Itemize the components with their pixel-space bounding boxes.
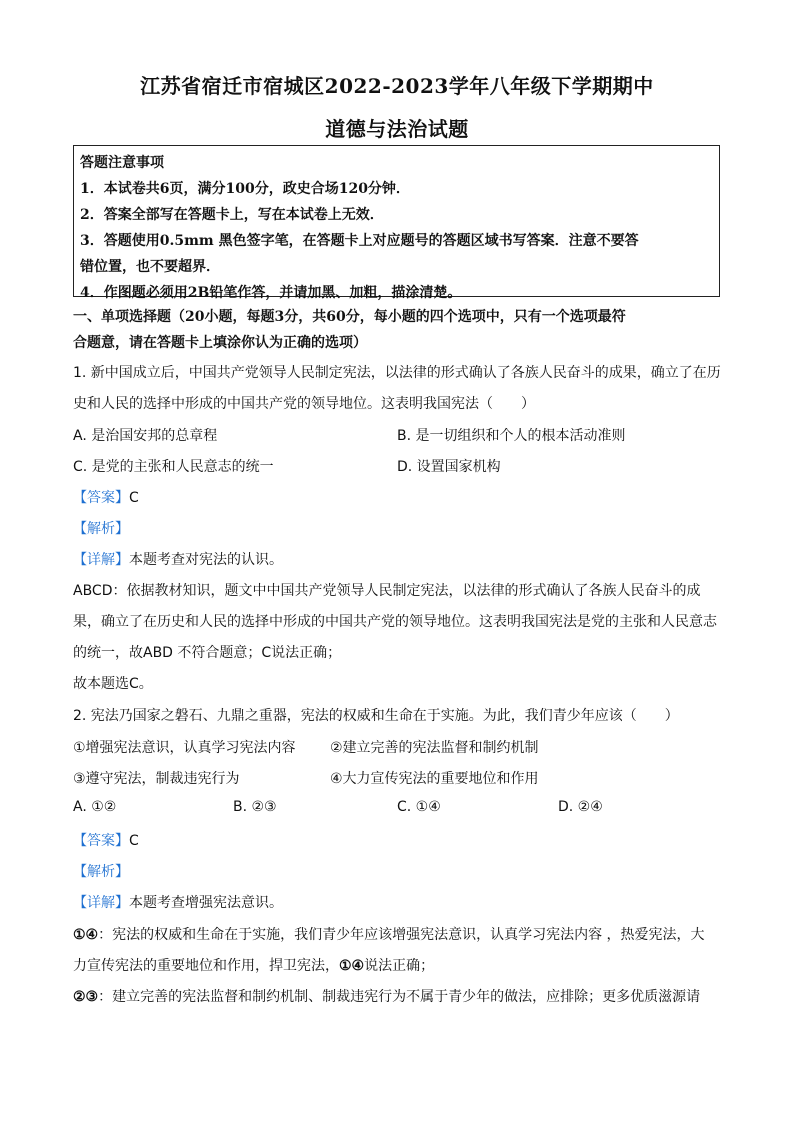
explanation-text: ：建立完善的宪法监督和制约机制、制裁违宪行为不属于青少年的做法，应排除；更多优质滋源请 [98, 989, 701, 1005]
q1-explanation: 的统一，故ABD 不符合题意；C说法正确； [73, 645, 342, 661]
q1-stem: 1. 新中国成立后，中国共产党领导人民制定宪法，以法律的形式确认了各族人民奋斗的成果，确立了在历 [73, 365, 721, 381]
q2-option-d: D. ②④ [558, 799, 603, 815]
section-heading-cont: 合题意，请在答题卡上填涂你认为正确的选项） [73, 335, 367, 351]
document-title: 江苏省宿迁市宿城区2022-2023学年八年级下学期期中 [140, 74, 654, 98]
q1-option-a: A. 是治国安邦的总章程 [73, 428, 218, 444]
q2-analysis-label: 【解析】 [73, 864, 129, 880]
notice-item: 2．答案全部写在答题卡上，写在本试卷上无效． [80, 207, 384, 223]
detail-text: 本题考查增强宪法意识。 [129, 895, 283, 911]
q2-statement-4: ④大力宣传宪法的重要地位和作用 [330, 771, 539, 787]
q2-explanation [73, 955, 434, 975]
section-heading: 一、单项选择题（20小题，每题3分，共60分，每小题的四个选项中，只有一个选项最符 [73, 309, 626, 325]
option-tag: ②③ [73, 989, 99, 1005]
q2-option-c: C. ①④ [397, 799, 441, 815]
answer-value: C [129, 490, 139, 506]
notice-item: 1．本试卷共6页，满分100分，政史合场120分钟． [80, 181, 410, 197]
answer-label: 【答案】 [73, 833, 129, 849]
q1-explanation: ABCD：依据教材知识，题文中中国共产党领导人民制定宪法，以法律的形式确认了各族人民奋斗的成 [73, 583, 701, 599]
notice-item: 4．作图题必须用2B铅笔作答，并请加黑、加粗，描涂清楚。 [80, 285, 462, 301]
q2-option-a: A. ①② [73, 799, 117, 815]
q2-statement-3: ③遵守宪法，制裁违宪行为 [73, 771, 240, 787]
explanation-text: 力宣传宪法的重要地位和作用，捍卫宪法， [73, 958, 339, 974]
q1-explanation: 果，确立了在历史和人民的选择中形成的中国共产党的领导地位。这表明我国宪法是党的主张和人民意志 [73, 614, 717, 630]
option-tag: ①④ [73, 927, 99, 943]
q2-explanation [73, 924, 705, 944]
q1-stem-cont: 史和人民的选择中形成的中国共产党的领导地位。这表明我国宪法（ ） [73, 396, 535, 412]
explanation-text: 说法正确； [364, 958, 435, 974]
q1-option-b: B. 是一切组织和个人的根本活动准则 [397, 428, 626, 444]
q2-answer [73, 830, 139, 850]
notice-item: 错位置，也不要超界． [80, 259, 220, 275]
notice-box [73, 145, 720, 301]
q2-statement-1: ①增强宪法意识，认真学习宪法内容 [73, 740, 296, 756]
detail-label: 【详解】 [73, 552, 129, 568]
q2-statement-2: ②建立完善的宪法监督和制约机制 [330, 740, 539, 756]
q1-option-d: D. 设置国家机构 [397, 459, 501, 475]
notice-heading: 答题注意事项 [80, 155, 164, 171]
document-subtitle: 道德与法治试题 [325, 117, 469, 141]
q1-option-c: C. 是党的主张和人民意志的统一 [73, 459, 274, 475]
answer-label: 【答案】 [73, 490, 129, 506]
q1-analysis-label: 【解析】 [73, 521, 129, 537]
detail-text: 本题考查对宪法的认识。 [129, 552, 283, 568]
q1-conclusion: 故本题选C。 [73, 676, 153, 692]
explanation-text: ：宪法的权威和生命在于实施，我们青少年应该增强宪法意识，认真学习宪法内容 ，热爱宪法，大 [98, 927, 705, 943]
q2-option-b: B. ②③ [233, 799, 277, 815]
q1-answer [73, 487, 139, 507]
q2-detail [73, 892, 283, 912]
answer-value: C [129, 833, 139, 849]
detail-label: 【详解】 [73, 895, 129, 911]
option-tag: ①④ [339, 958, 365, 974]
notice-item: 3．答题使用0.5mm 黑色签字笔，在答题卡上对应题号的答题区域书写答案．注意不要答 [80, 233, 639, 249]
q2-explanation [73, 986, 700, 1006]
q1-detail [73, 549, 283, 569]
q2-stem: 2. 宪法乃国家之磐石、九鼎之重器，宪法的权威和生命在于实施。为此，我们青少年应该（ ） [73, 708, 679, 724]
